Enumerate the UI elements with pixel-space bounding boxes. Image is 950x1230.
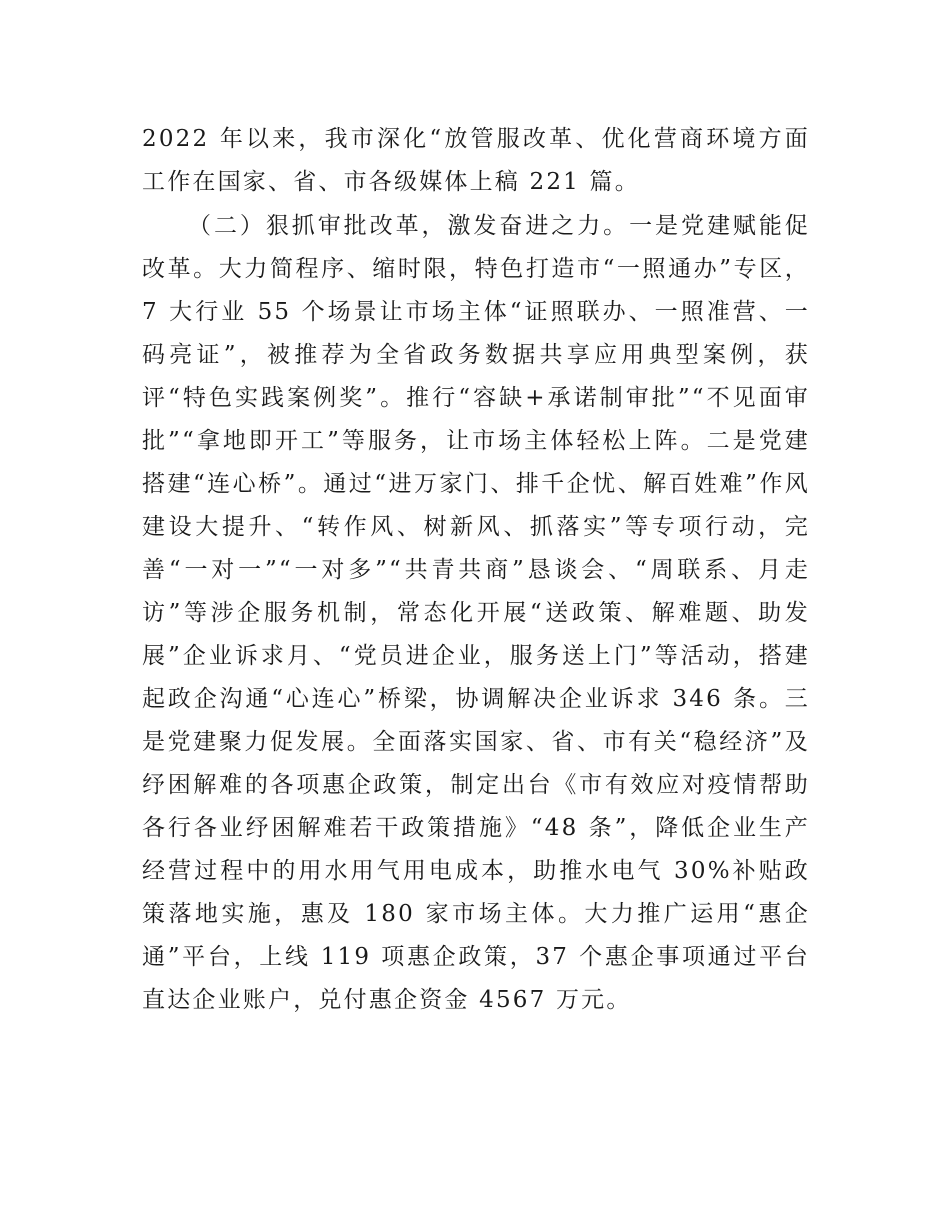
paragraph-text: 2022 年以来，我市深化“放管服改革、优化营商环境方面工作在国家、省、市各级媒体上稿 221 篇。 bbox=[142, 126, 810, 195]
paragraph-text: （二）狠抓审批改革，激发奋进之力。一是党建赋能促改革。大力简程序、缩时限，特色打造市“一照通办”专区，7 大行业 55 个场景让市场主体“证照联办、一照准营、一码亮证”，被推荐为全省政务数据共享应用典型案例，获评“特色实践案例奖”。推行“容缺+承诺制审批”“不见面审批”“拿地即开工”等服务，让市场主体轻松上阵。二是党建搭建“连心桥”。通过“进万家门、排千企忧、解百姓难”作风建设大提升、“转作风、树新风、抓落实”等专项行动，完善“一对一”“一对多”“共青共商”恳谈会、“周联系、月走访”等涉企服务机制，常态化开展“送政策、解难题、助发展”企业诉求月、“党员进企业，服务送上门”等活动，搭建起政企沟通“心连心”桥梁，协调解决企业诉求 346 条。三是党建聚力促发展。全面落实国家、省、市有关“稳经济”及纾困解难的各项惠企政策，制定出台《市有效应对疫情帮助各行各业纾困解难若干政策措施》“48 条”，降低企业生产经营过程中的用水用气用电成本，助推水电气 30%补贴政策落地实施，惠及 180 家市场主体。大力推广运用“惠企通”平台，上线 119 项惠企政策，37 个惠企事项通过平台直达企业账户，兑付惠企资金 4567 万元。 bbox=[142, 213, 810, 1013]
paragraph-continued bbox=[142, 118, 810, 204]
paragraph-section-two bbox=[142, 205, 810, 1022]
